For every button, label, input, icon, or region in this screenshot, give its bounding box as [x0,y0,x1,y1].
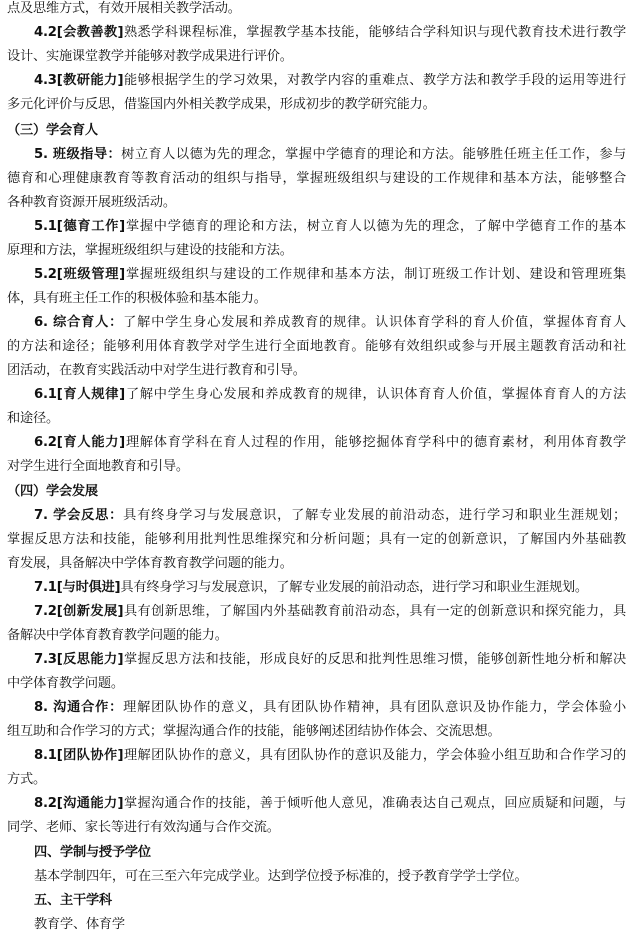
body-text: 点及思维方式，有效开展相关教学活动。 [7,1,241,16]
body-text: 育发展，具备解决中学体育教育教学问题的能力。 [7,556,293,571]
text-line [34,795,626,813]
bold-heading: 5. 班级指导： [34,147,122,162]
body-text: 团活动，在教育实践活动中对学生进行教育和引导。 [7,363,306,378]
body-text: 具有创新思维，了解国内外基础教育前沿动态，具有一定的创新意识和探究能力，具 [123,604,626,619]
text-line [7,771,626,789]
bold-heading: 五、主干学科 [34,893,112,908]
text-line [7,555,626,573]
bold-heading: 6. 综合育人： [34,315,124,330]
body-text: 各种教育资源开展班级活动。 [7,195,176,210]
text-line [34,266,626,284]
text-line [7,483,626,501]
body-text: 具有终身学习与发展意识，了解专业发展的前沿动态，进行学习和职业生涯规划； [123,508,626,523]
body-text: 方式。 [7,772,46,787]
body-text: 掌握反思方法和技能，形成良好的反思和批判性思维习惯，能够创新性地分析和解决 [123,652,626,667]
text-line [7,194,626,212]
text-line [7,242,626,260]
body-text: 理解团队协作的意义，具有团队协作的意识及能力，学会体验小组互助和合作学习的 [123,748,626,763]
text-line [34,314,626,332]
body-text: 和途径。 [7,411,59,426]
bold-heading: 7.3[反思能力] [34,652,124,667]
bold-heading: 6.1[育人规律] [34,387,126,402]
text-line [34,24,626,42]
text-line [34,844,626,862]
text-line [7,531,626,549]
body-text: 设计、实施课堂教学并能够对教学成果进行评价。 [7,49,293,64]
body-text: 教育学、体育学 [34,917,125,932]
text-line [7,290,626,308]
body-text: 原理和方法，掌握班级组织与建设的技能和方法。 [7,243,293,258]
body-text: 掌握沟通合作的技能，善于倾听他人意见，准确表达自己观点，回应质疑和问题，与 [123,796,626,811]
bold-heading: 4.2[会教善教] [34,25,124,40]
body-text: 的方法和途径；能够利用体育教学对学生进行全面地教育。能够有效组织或参与开展主题教育活动和社 [7,339,626,354]
body-text: 基本学制四年，可在三至六年完成学业。达到学位授予标准的，授予教育学学士学位。 [34,869,528,884]
text-line [7,819,626,837]
body-text: 了解中学生身心发展和养成教育的规律，认识体育育人价值，掌握体育育人的方法 [125,387,626,402]
text-line [7,723,626,741]
text-line [7,458,626,476]
body-text: 同学、老师、家长等进行有效沟通与合作交流。 [7,820,280,835]
bold-heading: 7.2[创新发展] [34,604,124,619]
text-line [7,338,626,356]
text-line [34,218,626,236]
text-line [34,72,626,90]
bold-heading: 8. 沟通合作： [34,700,124,715]
text-line [7,410,626,428]
body-text: 德育和心理健康教育等教育活动的组织与指导，掌握班级组织与建设的工作规律和基本方法，能够整合 [7,171,626,186]
text-line [7,48,626,66]
bold-heading: （四）学会发展 [7,484,98,499]
text-line [7,0,626,18]
bold-heading: 8.1[团队协作] [34,748,124,763]
text-line [34,146,626,164]
text-line [7,675,626,693]
text-line [34,868,626,886]
bold-heading: （三）学会育人 [7,123,98,138]
body-text: 多元化评价与反思，借鉴国内外相关教学成果，形成初步的教学研究能力。 [7,97,436,112]
text-line [34,699,626,717]
bold-heading: 5.1[德育工作] [34,219,126,234]
bold-heading: 4.3[教研能力] [34,73,124,88]
bold-heading: 7. 学会反思： [34,508,124,523]
bold-heading: 5.2[班级管理] [34,267,126,282]
text-line [34,747,626,765]
text-line [34,579,626,597]
text-line [7,170,626,188]
text-line [34,386,626,404]
body-text: 树立育人以德为先的理念，掌握中学德育的理论和方法。能够胜任班主任工作，参与 [121,147,626,162]
body-text: 了解中学生身心发展和养成教育的规律。认识体育学科的育人价值，掌握体育育人 [123,315,626,330]
text-line [34,434,626,452]
text-line [34,916,626,934]
bold-heading: 7.1[与时俱进] [34,580,121,595]
bold-heading: 6.2[育人能力] [34,435,126,450]
text-line [34,651,626,669]
text-line [7,96,626,114]
body-text: 具有终身学习与发展意识，了解专业发展的前沿动态，进行学习和职业生涯规划。 [120,580,588,595]
bold-heading: 四、学制与授予学位 [34,845,151,860]
body-text: 对学生进行全面地教育和引导。 [7,459,189,474]
body-text: 备解决中学体育教育教学问题的能力。 [7,628,228,643]
body-text: 熟悉学科课程标准，掌握教学基本技能，能够结合学科知识与现代教育技术进行教学 [123,25,626,40]
body-text: 掌握反思方法和技能，能够利用批判性思维探究和分析问题；具有一定的创新意识，了解国内外基础教 [7,532,626,547]
text-line [7,122,626,140]
body-text: 体，具有班主任工作的积极体验和基本能力。 [7,291,267,306]
body-text: 中学体育教学问题。 [7,676,124,691]
body-text: 掌握班级组织与建设的工作规律和基本方法，制订班级工作计划、建设和管理班集 [125,267,626,282]
body-text: 理解体育学科在育人过程的作用，能够挖掘体育学科中的德育素材，利用体育教学 [125,435,626,450]
text-line [7,362,626,380]
body-text: 掌握中学德育的理论和方法，树立育人以德为先的理念，了解中学德育工作的基本 [125,219,626,234]
body-text: 能够根据学生的学习效果，对教学内容的重难点、教学方法和教学手段的运用等进行 [123,73,626,88]
body-text: 组互助和合作学习的方式；掌握沟通合作的技能，能够阐述团结协作体会、交流思想。 [7,724,501,739]
text-line [34,507,626,525]
bold-heading: 8.2[沟通能力] [34,796,124,811]
text-line [7,627,626,645]
text-line [34,892,626,910]
text-line [34,603,626,621]
body-text: 理解团队协作的意义，具有团队协作精神，具有团队意识及协作能力，学会体验小 [123,700,626,715]
